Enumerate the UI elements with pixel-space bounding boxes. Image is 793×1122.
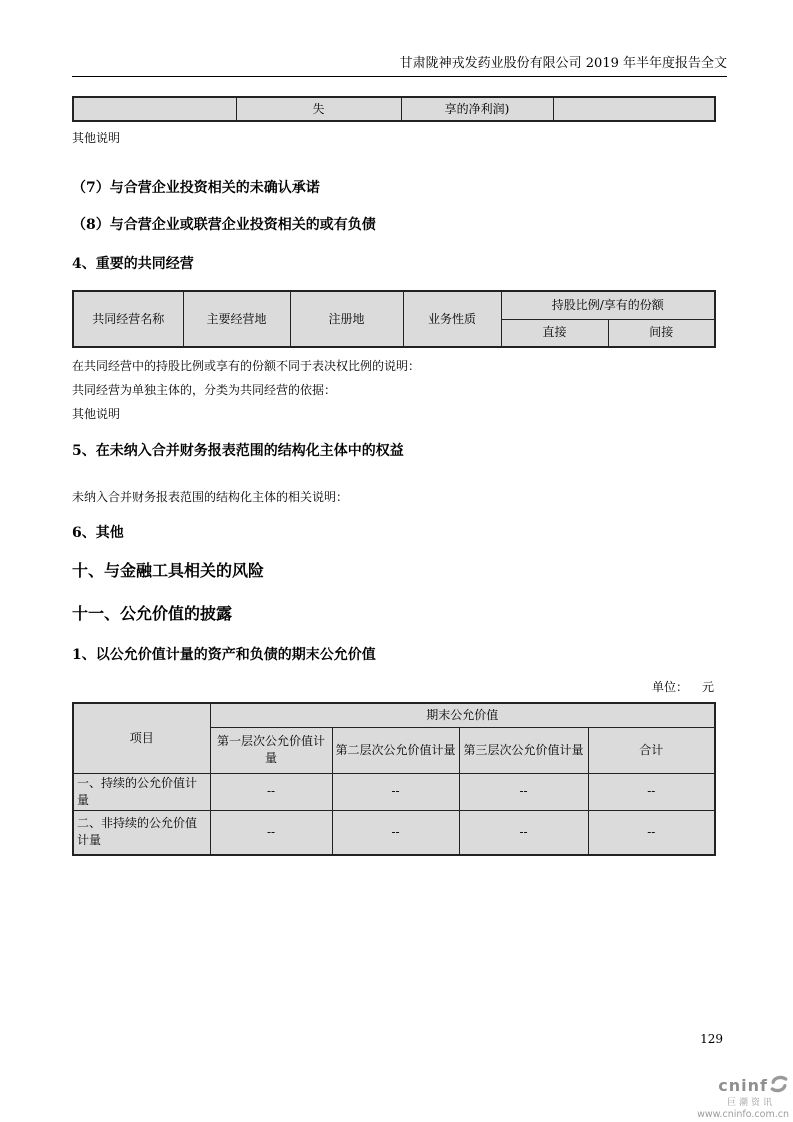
page-header-title: 甘肃陇神戎发药业股份有限公司 2019 年半年度报告全文	[72, 0, 727, 77]
carryover-cell-3: 享的净利润)	[401, 97, 553, 121]
structured-entity-note: 未纳入合并财务报表范围的结构化主体的相关说明：	[72, 490, 349, 504]
fv-row2-label: 二、非持续的公允价值计量	[73, 810, 210, 855]
joint-header-share-group: 持股比例/享有的份额	[501, 291, 715, 319]
carryover-cell-2: 失	[236, 97, 401, 121]
fv-header-item: 项目	[73, 703, 210, 773]
fv-row1-label: 一、持续的公允价值计量	[73, 773, 210, 810]
heading-11: 十一、公允价值的披露	[72, 604, 233, 623]
cninfo-logo-chinese: 巨潮资讯	[726, 1097, 775, 1108]
carryover-cell-4	[553, 97, 715, 121]
carryover-table	[72, 96, 716, 122]
heading-6: 6、其他	[72, 525, 124, 541]
table-row	[73, 773, 715, 810]
fv-row1-value1: --	[210, 773, 332, 810]
heading-8: （8）与合营企业或联营企业投资相关的或有负债	[72, 217, 376, 233]
unit-line	[72, 679, 714, 695]
joint-header-business-nature: 业务性质	[403, 291, 501, 347]
joint-header-main-place: 主要经营地	[183, 291, 290, 347]
cninfo-logo-text: cninf	[718, 1076, 768, 1095]
table-row	[73, 97, 715, 121]
heading-10: 十、与金融工具相关的风险	[72, 561, 265, 580]
heading-7: （7）与合营企业投资相关的未确认承诺	[72, 180, 320, 196]
joint-operations-table	[72, 290, 716, 348]
joint-header-direct: 直接	[501, 319, 608, 347]
table-row	[73, 291, 715, 319]
heading-11-1: 1、以公允价值计量的资产和负债的期末公允价值	[72, 647, 376, 663]
cninfo-logo-icon	[769, 1074, 789, 1098]
fv-row2-value2: --	[332, 810, 459, 855]
fv-row1-value2: --	[332, 773, 459, 810]
cninfo-logo	[693, 1074, 789, 1121]
joint-header-name: 共同经营名称	[73, 291, 183, 347]
page-number: 129	[700, 1032, 723, 1046]
fv-header-group: 期末公允价值	[210, 703, 715, 727]
fair-value-table	[72, 702, 716, 856]
joint-header-indirect: 间接	[608, 319, 715, 347]
other-note-joint: 其他说明	[72, 407, 121, 421]
joint-header-registered-place: 注册地	[290, 291, 403, 347]
fv-row2-value4: --	[588, 810, 715, 855]
fv-header-level3: 第三层次公允价值计量	[459, 727, 588, 773]
table-row	[73, 810, 715, 855]
joint-share-note: 在共同经营中的持股比例或享有的份额不同于表决权比例的说明：	[72, 359, 421, 373]
fv-header-level2: 第二层次公允价值计量	[332, 727, 459, 773]
fv-row2-value1: --	[210, 810, 332, 855]
fv-row1-value3: --	[459, 773, 588, 810]
carryover-cell-1	[73, 97, 236, 121]
fv-header-total: 合计	[588, 727, 715, 773]
cninfo-logo-url: www.cninfo.com.cn	[697, 1109, 789, 1121]
other-note-top: 其他说明	[72, 131, 121, 145]
fv-row2-value3: --	[459, 810, 588, 855]
joint-basis-note: 共同经营为单独主体的，分类为共同经营的依据：	[72, 383, 337, 397]
heading-4: 4、重要的共同经营	[72, 256, 194, 272]
fv-row1-value4: --	[588, 773, 715, 810]
fv-header-level1: 第一层次公允价值计量	[210, 727, 332, 773]
unit-label: 单位：	[651, 680, 688, 694]
heading-5: 5、在未纳入合并财务报表范围的结构化主体中的权益	[72, 443, 404, 459]
unit-value: 元	[701, 680, 714, 694]
table-row	[73, 703, 715, 727]
